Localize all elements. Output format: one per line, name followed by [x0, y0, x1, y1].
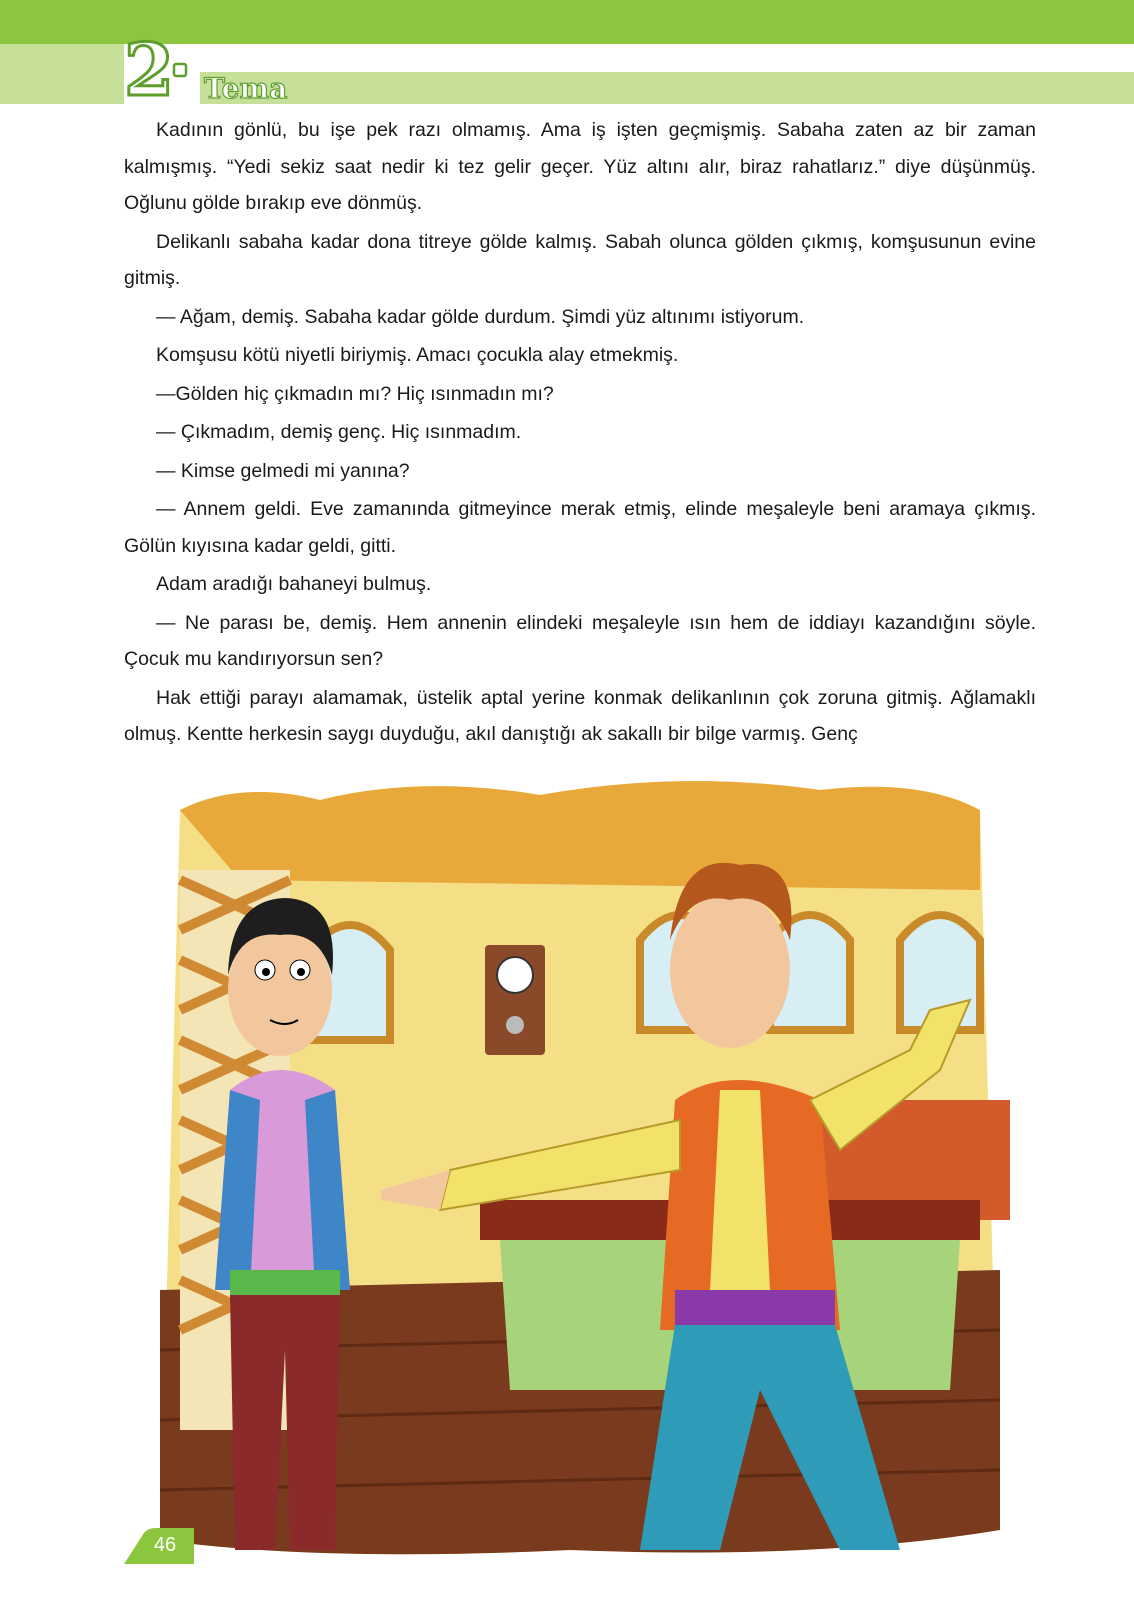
paragraph: Kadının gönlü, bu işe pek razı olmamış. Ama iş işten geçmişmiş. Sabaha zaten az bir zaman kalmışmış. “Yedi sekiz saat nedir ki tez gelir geçer. Yüz altını alır, biraz rahatlarız.” diye düşünmüş. Oğlunu gölde bırakıp eve dönmüş.	[124, 119, 1036, 214]
paragraph: — Ağam, demiş. Sabaha kadar gölde durdum. Şimdi yüz altınımı istiyorum.	[156, 305, 805, 328]
chapter-dot-icon	[172, 62, 188, 78]
paragraph: Adam aradığı bahaneyi bulmuş.	[156, 573, 432, 595]
page-number: 46	[153, 1534, 177, 1556]
paragraph: — Çıkmadım, demiş genç. Hiç ısınmadım.	[156, 421, 522, 443]
paragraph: — Kimse gelmedi mi yanına?	[156, 459, 410, 482]
paragraph: — Annem geldi. Eve zamanında gitmeyince merak etmiş, elinde meşaleyle beni aramaya çıkmış. Gölün kıyısına kadar geldi, gitti.	[124, 498, 1036, 557]
cartoon-scene-icon	[120, 770, 1020, 1570]
theme-band	[200, 72, 1134, 104]
paragraph: Komşusu kötü niyetli biriymiş. Amacı çocukla alay etmekmiş.	[156, 344, 679, 366]
story-text	[124, 112, 1036, 755]
paragraph: Delikanlı sabaha kadar dona titreye gölde kalmış. Sabah olunca gölden çıkmış, komşusunun evine gitmiş.	[124, 230, 1036, 289]
paragraph: — Ne parası be, demiş. Hem annenin elindeki meşaleyle ısın hem de iddiayı kazandığını söyle. Çocuk mu kandırıyorsun sen?	[124, 611, 1036, 670]
chapter-number: 2	[124, 27, 175, 112]
theme-label: Tema	[204, 72, 288, 105]
paragraph: —Gölden hiç çıkmadın mı? Hiç ısınmadın mı?	[156, 382, 554, 405]
paragraph: Hak ettiği parayı alamamak, üstelik aptal yerine konmak delikanlının çok zoruna gitmiş. Ağlamaklı olmuş. Kentte herkesin saygı duyduğu, akıl danıştığı ak sakallı bir bilge varmış. Genç	[124, 686, 1036, 745]
chapter-tab	[0, 44, 124, 104]
